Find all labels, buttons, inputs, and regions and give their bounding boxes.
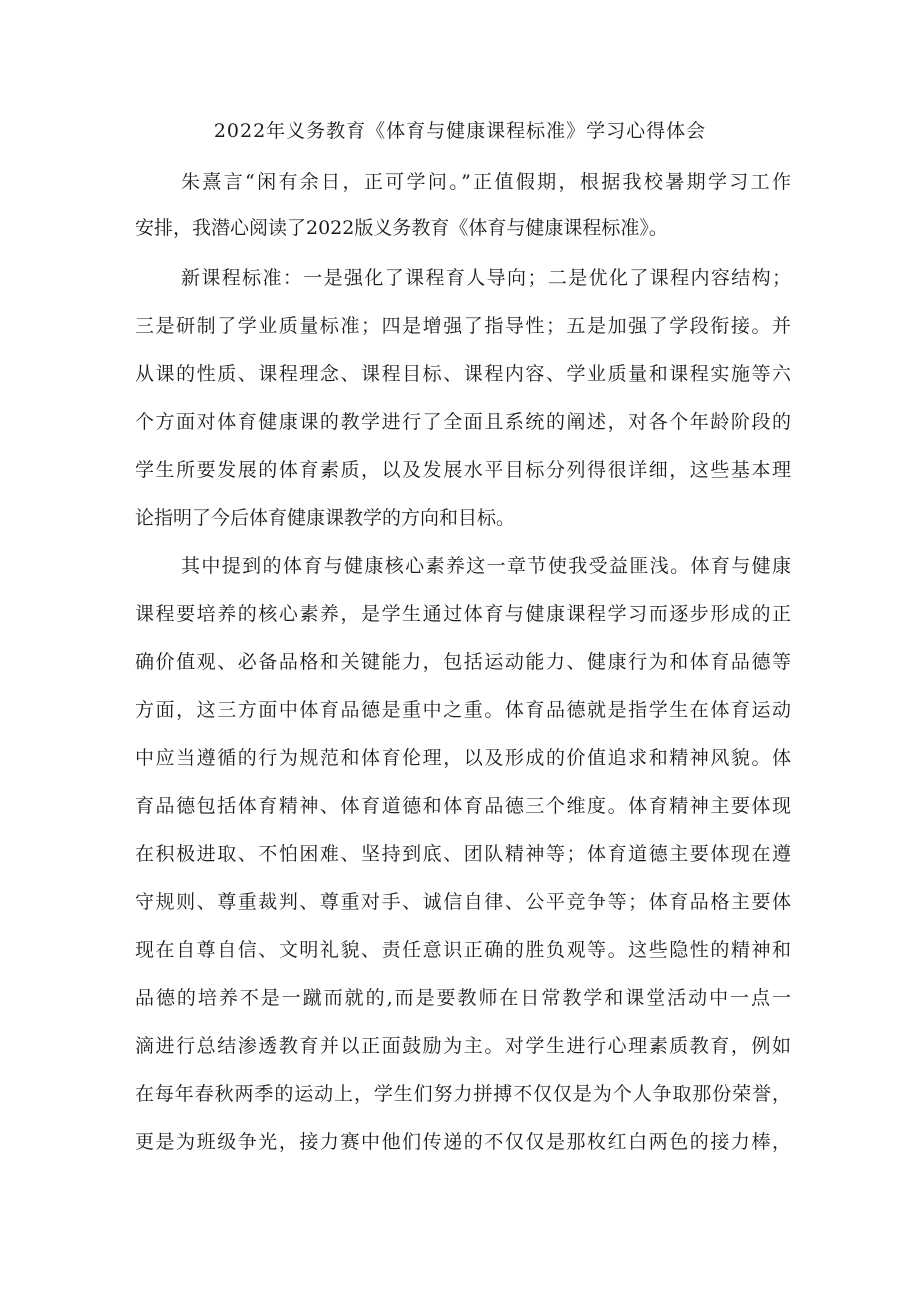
paragraph-3-line-7: 在积极进取、不怕困难、坚持到底、团队精神等；体育道德主要体现在遵	[135, 843, 791, 865]
paragraph-2-line-5: 学生所要发展的体育素质，以及发展水平目标分列得很详细，这些基本理	[135, 459, 791, 481]
paragraph-3-line-8: 守规则、尊重裁判、尊重对手、诚信自律、公平竞争等；体育品格主要体	[135, 891, 791, 913]
paragraph-3-line-1: 其中提到的体育与健康核心素养这一章节使我受益匪浅。体育与健康	[181, 555, 791, 577]
paragraph-3-line-13: 更是为班级争光，接力赛中他们传递的不仅仅是那枚红白两色的接力棒，	[135, 1131, 791, 1153]
paragraph-3-line-10: 品德的培养不是一蹴而就的,而是要教师在日常教学和课堂活动中一点一	[135, 987, 791, 1009]
paragraph-2-line-6: 论指明了今后体育健康课教学的方向和目标。	[135, 507, 516, 529]
paragraph-2-line-2: 三是研制了学业质量标准；四是增强了指导性；五是加强了学段衔接。并	[135, 315, 791, 337]
paragraph-3-line-9: 现在自尊自信、文明礼貌、责任意识正确的胜负观等。这些隐性的精神和	[135, 939, 791, 961]
paragraph-2-line-1: 新课程标准：一是强化了课程育人导向；二是优化了课程内容结构；	[181, 267, 791, 289]
paragraph-3-line-11: 滴进行总结渗透教育并以正面鼓励为主。对学生进行心理素质教育，例如	[135, 1035, 791, 1057]
paragraph-3-line-3: 确价值观、必备品格和关键能力，包括运动能力、健康行为和体育品德等	[135, 651, 791, 673]
paragraph-3-line-6: 育品德包括体育精神、体育道德和体育品德三个维度。体育精神主要体现	[135, 795, 791, 817]
paragraph-1-line-2: 安排，我潜心阅读了2022版义务教育《体育与健康课程标准》。	[135, 217, 668, 239]
paragraph-3-line-5: 中应当遵循的行为规范和体育伦理，以及形成的价值追求和精神风貌。体	[135, 747, 791, 769]
paragraph-1-line-1: 朱熹言“闲有余日，正可学问。”正值假期，根据我校暑期学习工作	[181, 171, 791, 193]
paragraph-3-line-4: 方面，这三方面中体育品德是重中之重。体育品德就是指学生在体育运动	[135, 699, 791, 721]
document-title: 2022年义务教育《体育与健康课程标准》学习心得体会	[213, 120, 707, 142]
paragraph-2-line-3: 从课的性质、课程理念、课程目标、课程内容、学业质量和课程实施等六	[135, 363, 791, 385]
paragraph-3-line-2: 课程要培养的核心素养，是学生通过体育与健康课程学习而逐步形成的正	[135, 603, 791, 625]
paragraph-2-line-4: 个方面对体育健康课的教学进行了全面且系统的阐述，对各个年龄阶段的	[135, 411, 791, 433]
paragraph-3-line-12: 在每年春秋两季的运动上，学生们努力拼搏不仅仅是为个人争取那份荣誉，	[135, 1083, 791, 1105]
